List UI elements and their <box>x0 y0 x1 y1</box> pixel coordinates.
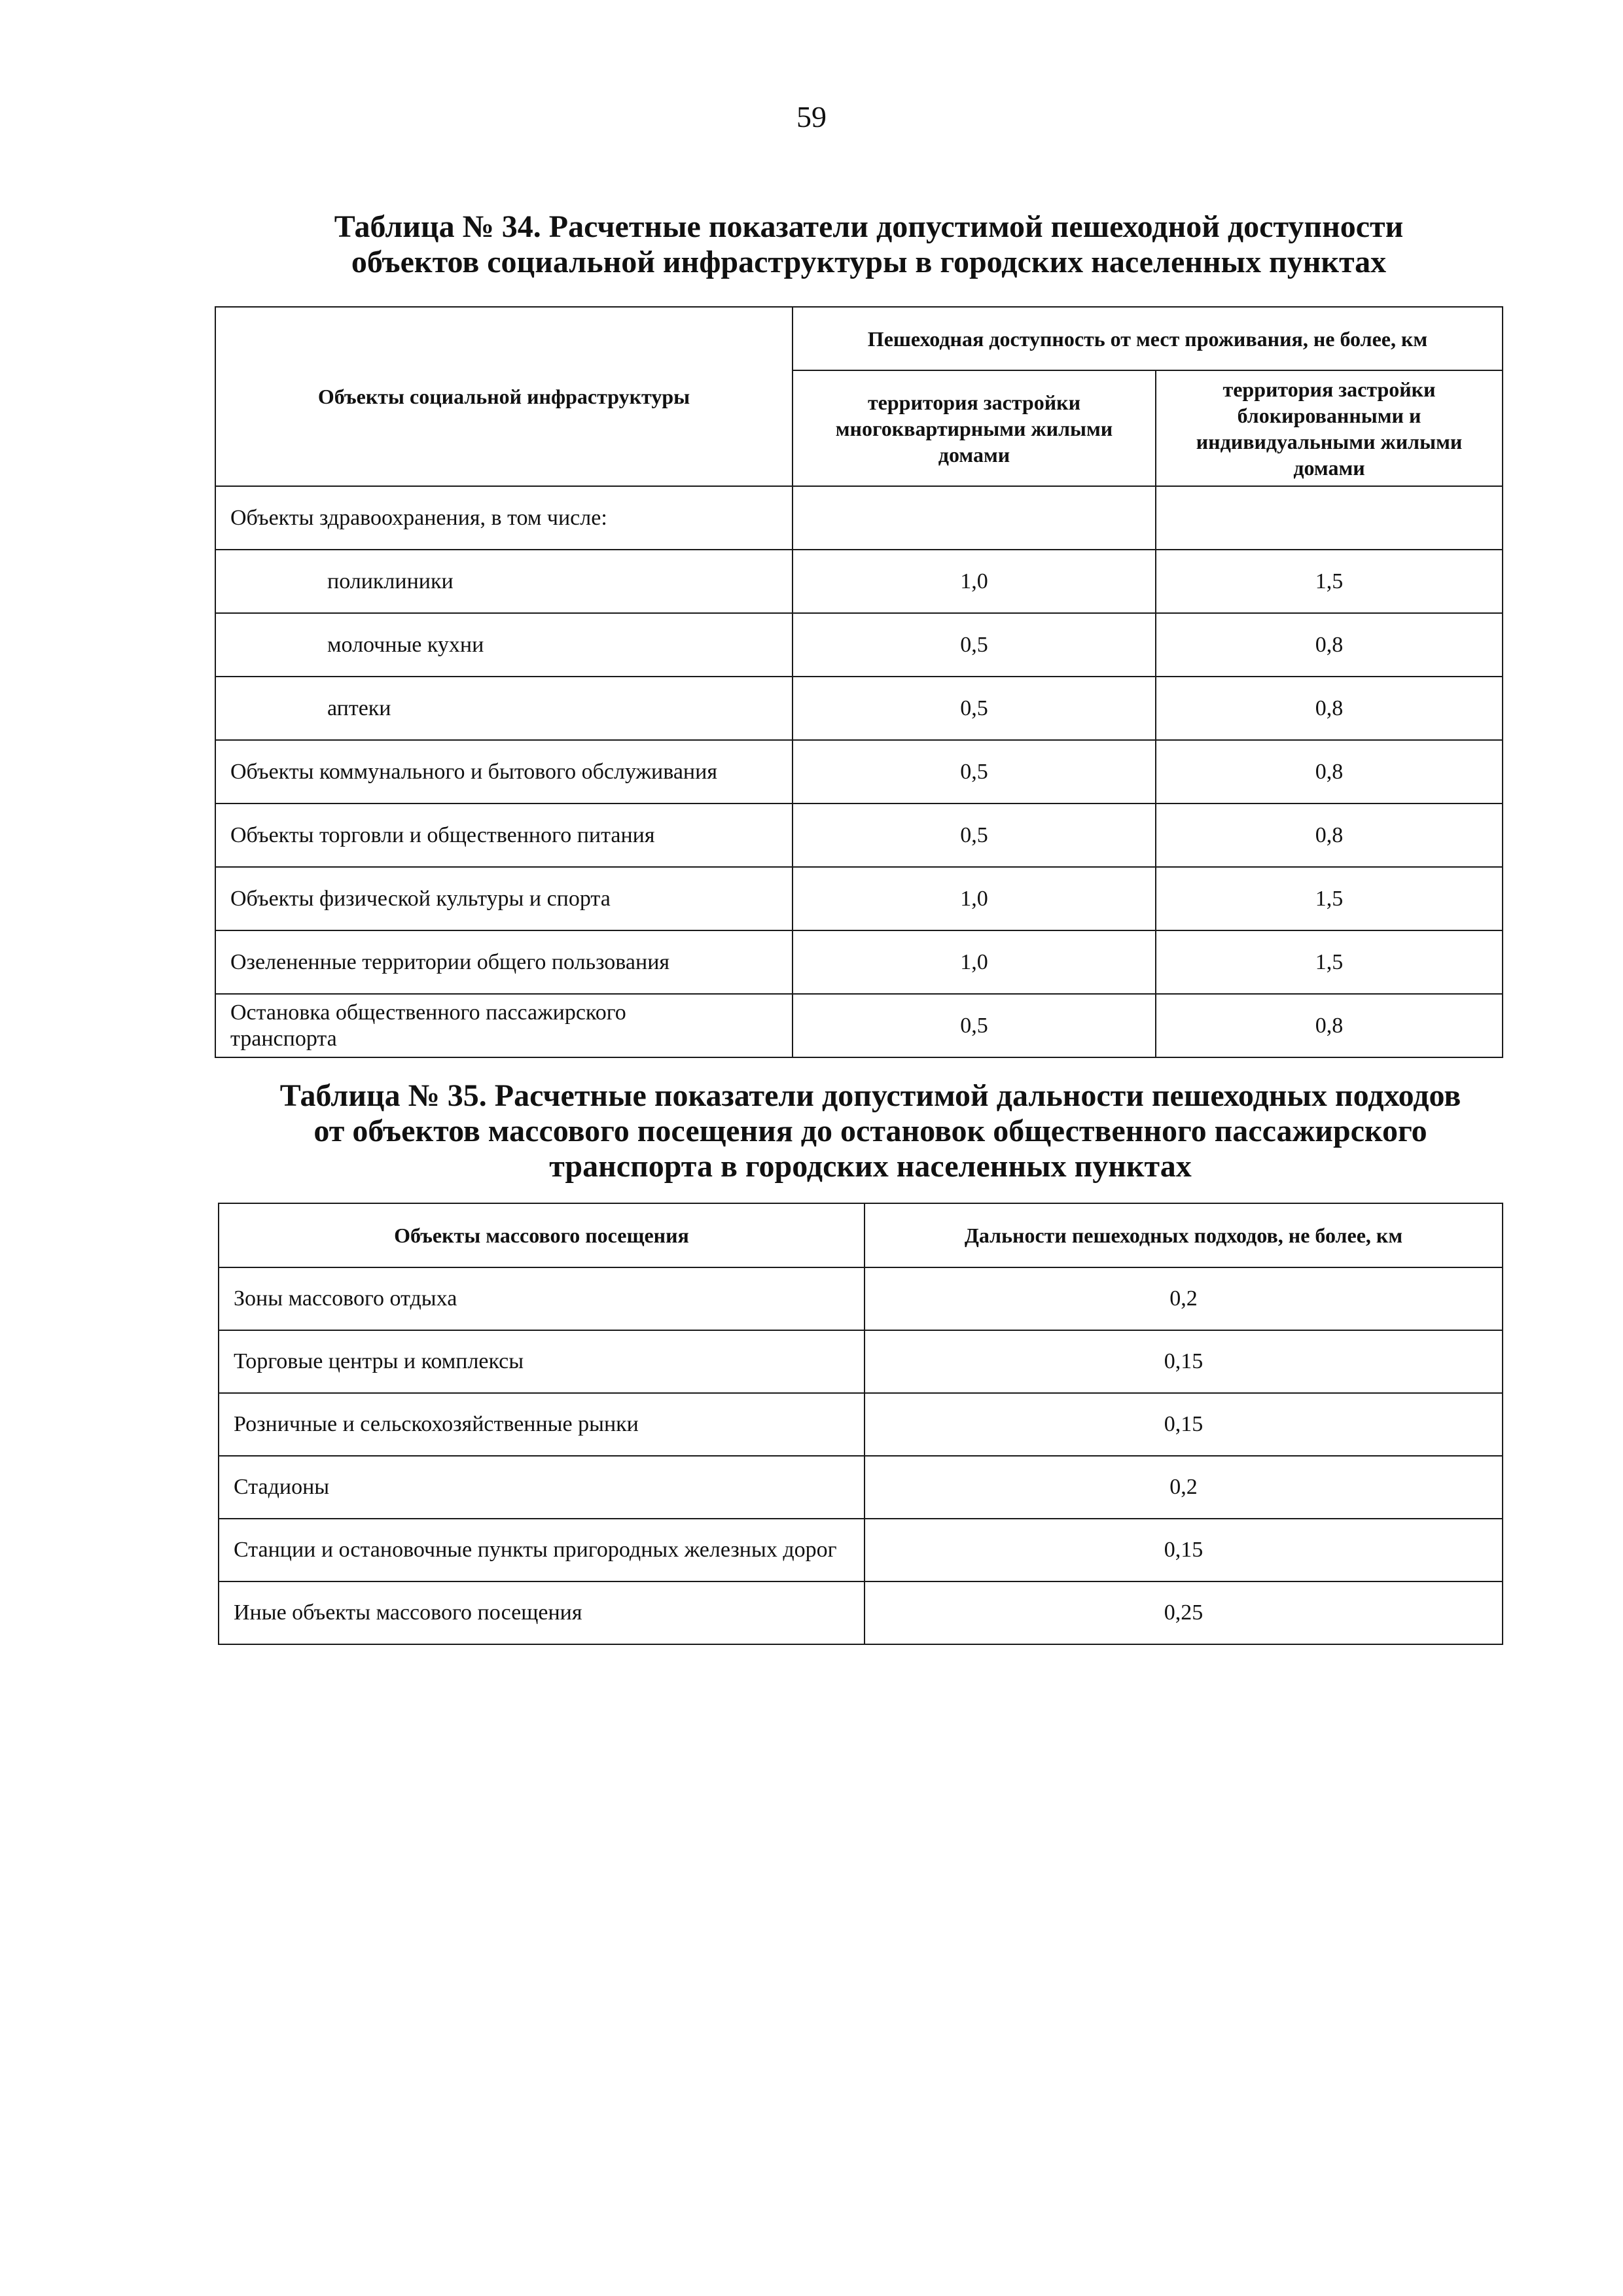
row-value-distance: 0,15 <box>865 1519 1503 1581</box>
table-34-caption-line-1: Таблица № 34. Расчетные показатели допустимой пешеходной доступности <box>334 209 1404 244</box>
header-multi-apartment: территория застройки многоквартирными жилыми домами <box>793 370 1156 486</box>
header-pedestrian-access: Пешеходная доступность от мест проживания, не более, км <box>793 307 1503 370</box>
row-value-distance: 0,15 <box>865 1330 1503 1393</box>
table-row <box>215 740 1503 804</box>
row-value-individual: 0,8 <box>1156 677 1503 740</box>
row-value-distance: 0,15 <box>865 1393 1503 1456</box>
row-value-individual: 0,8 <box>1156 740 1503 804</box>
row-value-multi: 0,5 <box>793 804 1156 867</box>
table-35 <box>218 1203 1503 1645</box>
row-name: Объекты коммунального и бытового обслуживания <box>215 740 793 804</box>
row-name: Станции и остановочные пункты пригородных железных дорог <box>219 1519 865 1581</box>
row-value-individual: 0,8 <box>1156 994 1503 1057</box>
table-row <box>215 550 1503 613</box>
row-name: Стадионы <box>219 1456 865 1519</box>
table-row <box>219 1456 1503 1519</box>
table-row <box>219 1581 1503 1644</box>
row-value-individual: 1,5 <box>1156 550 1503 613</box>
header-mass-objects: Объекты массового посещения <box>219 1203 865 1267</box>
table-row <box>219 1393 1503 1456</box>
row-name: Розничные и сельскохозяйственные рынки <box>219 1393 865 1456</box>
table-35-caption-line-3: транспорта в городских населенных пунктах <box>549 1149 1192 1184</box>
table-row <box>215 613 1503 677</box>
page-number: 59 <box>796 100 827 133</box>
row-value-multi: 1,0 <box>793 930 1156 994</box>
table-row <box>219 1330 1503 1393</box>
table-row <box>215 994 1503 1057</box>
table-row <box>215 804 1503 867</box>
row-value-distance: 0,2 <box>865 1456 1503 1519</box>
row-name: Торговые центры и комплексы <box>219 1330 865 1393</box>
row-value-distance: 0,25 <box>865 1581 1503 1644</box>
row-name: Объекты здравоохранения, в том числе: <box>215 486 793 550</box>
row-name: Зоны массового отдыха <box>219 1267 865 1330</box>
table-35-caption <box>216 1078 1525 1184</box>
row-name: Остановка общественного пассажирского транспорта <box>215 994 793 1057</box>
row-value-multi: 1,0 <box>793 867 1156 930</box>
row-name: Озелененные территории общего пользования <box>215 930 793 994</box>
table-34-caption-line-2: объектов социальной инфраструктуры в городских населенных пунктах <box>351 245 1387 279</box>
table-row <box>219 1267 1503 1330</box>
row-value-multi <box>793 486 1156 550</box>
row-value-multi: 0,5 <box>793 740 1156 804</box>
row-value-individual: 1,5 <box>1156 867 1503 930</box>
row-value-individual: 0,8 <box>1156 613 1503 677</box>
table-row <box>219 1519 1503 1581</box>
row-name: аптеки <box>215 677 793 740</box>
header-objects: Объекты социальной инфраструктуры <box>215 307 793 486</box>
row-value-individual: 1,5 <box>1156 930 1503 994</box>
table-row <box>215 677 1503 740</box>
table-35-caption-line-1: Таблица № 35. Расчетные показатели допустимой дальности пешеходных подходов <box>279 1078 1461 1113</box>
row-value-individual: 0,8 <box>1156 804 1503 867</box>
table-row <box>215 486 1503 550</box>
row-value-distance: 0,2 <box>865 1267 1503 1330</box>
row-name: Иные объекты массового посещения <box>219 1581 865 1644</box>
header-individual-houses: территория застройки блокированными и индивидуальными жилыми домами <box>1156 370 1503 486</box>
row-name: молочные кухни <box>215 613 793 677</box>
row-name: Объекты торговли и общественного питания <box>215 804 793 867</box>
row-name: Объекты физической культуры и спорта <box>215 867 793 930</box>
row-value-multi: 0,5 <box>793 613 1156 677</box>
row-value-multi: 0,5 <box>793 994 1156 1057</box>
table-34-caption <box>216 209 1522 280</box>
table-row <box>215 930 1503 994</box>
header-walking-distance: Дальности пешеходных подходов, не более, км <box>865 1203 1503 1267</box>
row-value-individual <box>1156 486 1503 550</box>
row-value-multi: 1,0 <box>793 550 1156 613</box>
table-35-caption-line-2: от объектов массового посещения до остановок общественного пассажирского <box>313 1114 1427 1148</box>
row-value-multi: 0,5 <box>793 677 1156 740</box>
table-34 <box>215 306 1503 1058</box>
table-row <box>215 867 1503 930</box>
row-name: поликлиники <box>215 550 793 613</box>
